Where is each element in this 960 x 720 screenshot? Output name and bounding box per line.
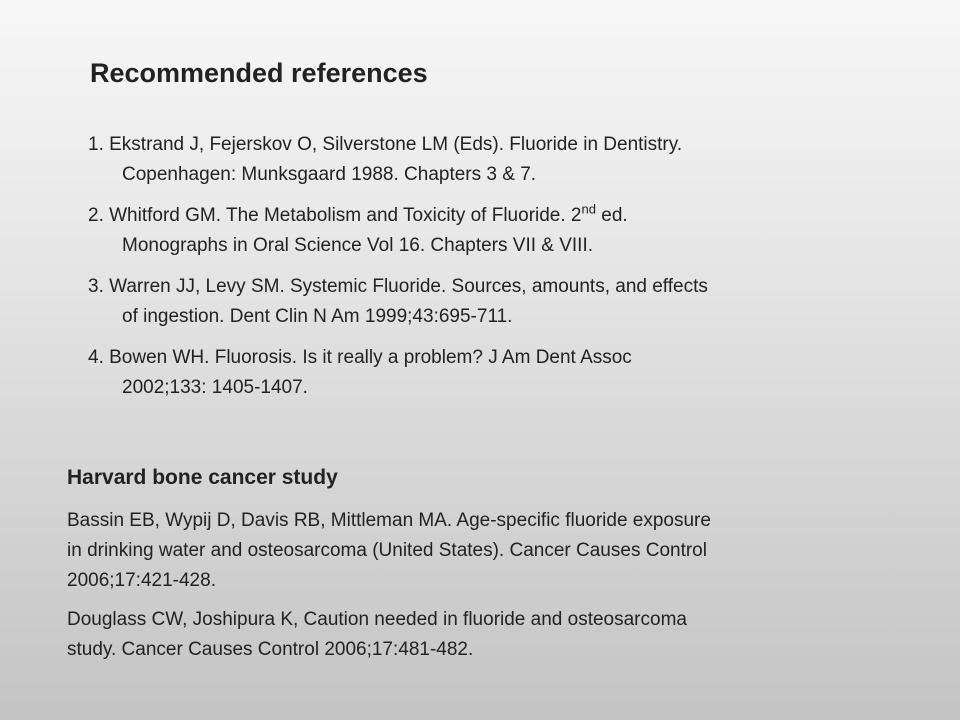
reference-text: ed. <box>595 205 628 226</box>
citation-paragraph-1 <box>67 506 927 596</box>
citation-line: study. Cancer Causes Control 2006;17:481-482. <box>67 639 474 660</box>
reference-line: Monographs in Oral Science Vol 16. Chapters VII & VIII. <box>122 235 594 256</box>
citation-line: 2006;17:421-428. <box>67 570 216 591</box>
reference-line: Copenhagen: Munksgaard 1988. Chapters 3 & 7. <box>122 164 537 185</box>
reference-item-1 <box>88 130 918 190</box>
reference-text: 2. Whitford GM. The Metabolism and Toxicity of Fluoride. 2 <box>88 205 582 226</box>
reference-line: of ingestion. Dent Clin N Am 1999;43:695-711. <box>122 306 513 327</box>
harvard-study-section <box>67 462 927 674</box>
reference-line <box>88 201 918 231</box>
reference-item-4 <box>88 343 918 403</box>
reference-line: 4. Bowen WH. Fluorosis. Is it really a problem? J Am Dent Assoc <box>88 347 632 368</box>
citation-line: Bassin EB, Wypij D, Davis RB, Mittleman MA. Age-specific fluoride exposure <box>67 510 711 531</box>
reference-line: 2002;133: 1405-1407. <box>122 377 308 398</box>
reference-list <box>88 130 918 414</box>
citation-paragraph-2 <box>67 605 927 665</box>
reference-item-3 <box>88 272 918 332</box>
section-heading: Harvard bone cancer study <box>67 466 338 489</box>
superscript-ordinal: nd <box>581 201 596 217</box>
reference-line: 3. Warren JJ, Levy SM. Systemic Fluoride. Sources, amounts, and effects <box>88 276 708 297</box>
citation-line: in drinking water and osteosarcoma (United States). Cancer Causes Control <box>67 540 707 561</box>
slide-title: Recommended references <box>90 58 428 88</box>
reference-line: 1. Ekstrand J, Fejerskov O, Silverstone LM (Eds). Fluoride in Dentistry. <box>88 134 683 155</box>
reference-item-2 <box>88 201 918 261</box>
citation-line: Douglass CW, Joshipura K, Caution needed in fluoride and osteosarcoma <box>67 609 687 630</box>
